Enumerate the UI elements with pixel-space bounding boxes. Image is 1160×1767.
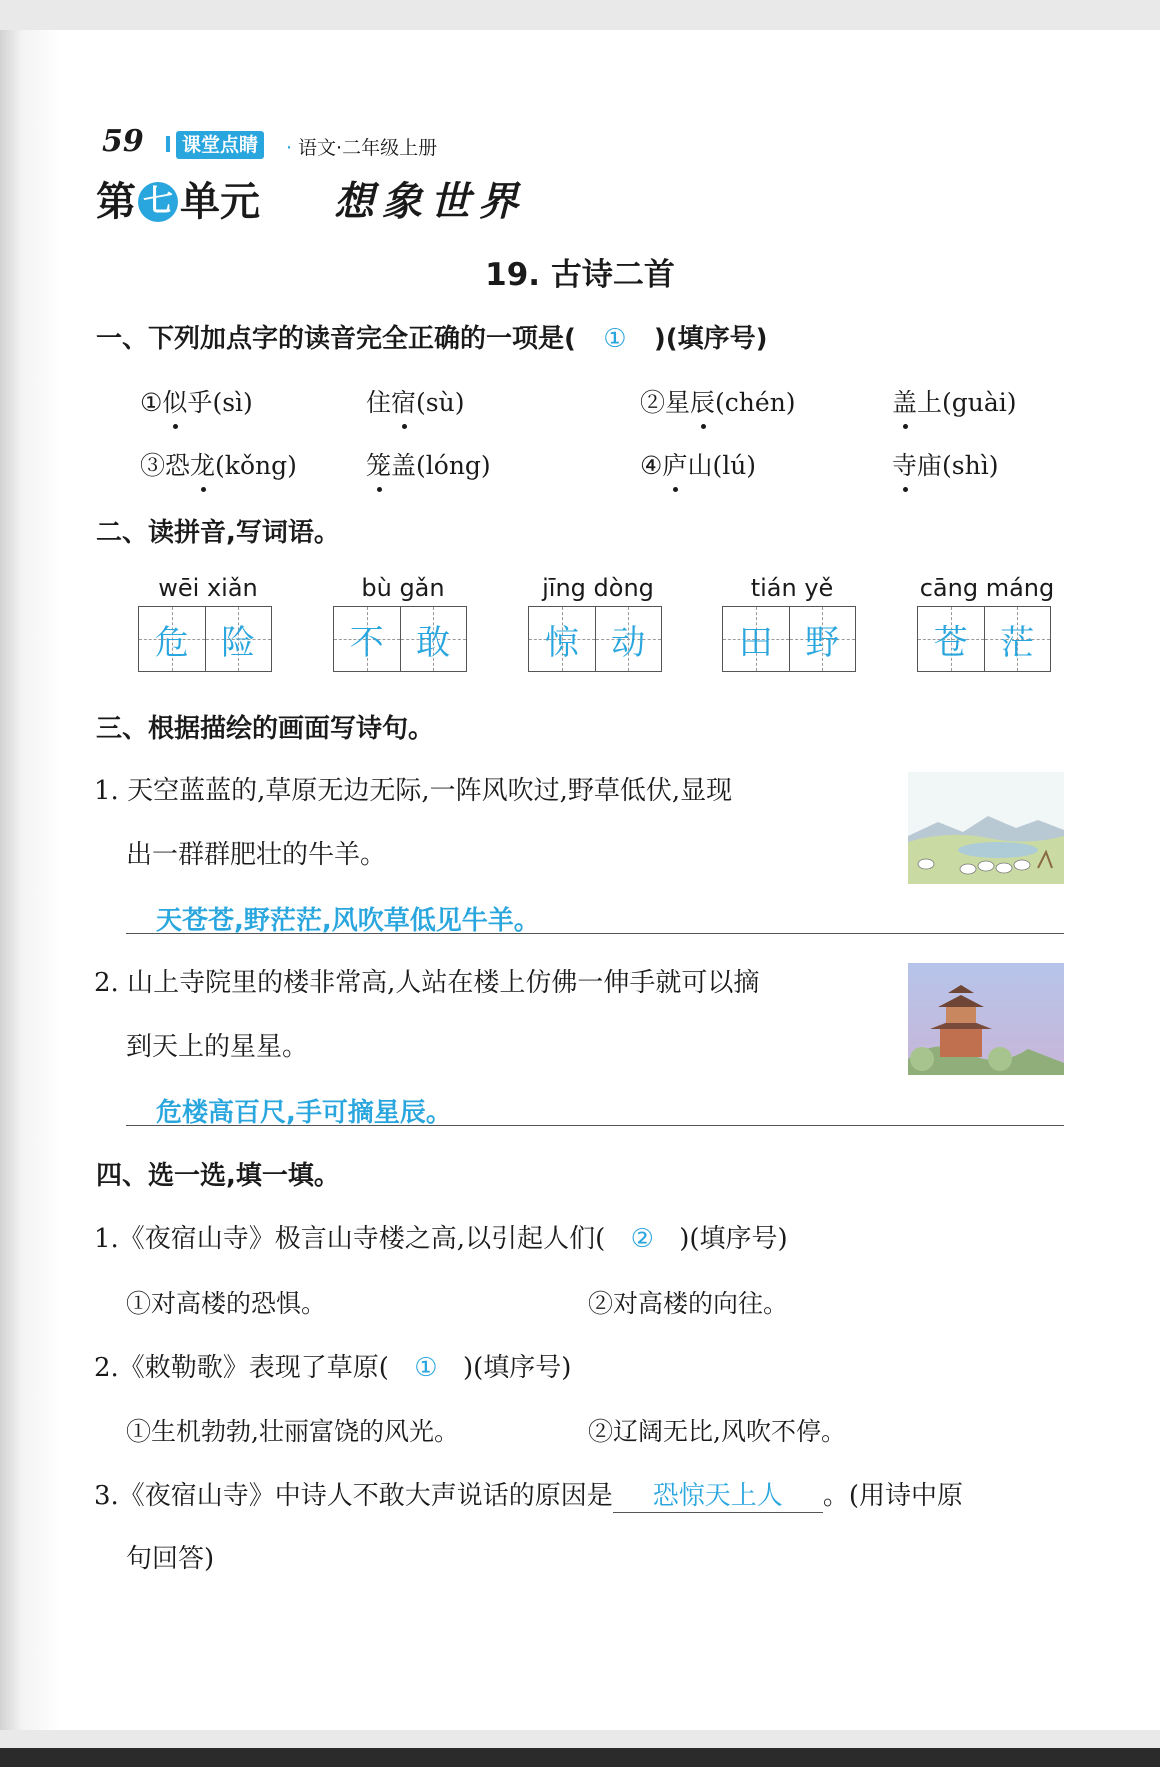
q4-item-1-option-2: ②对高楼的向往。 <box>588 1289 789 1318</box>
grassland-illustration <box>908 772 1064 884</box>
tianzige-grid: 田 野 <box>722 606 856 672</box>
q3-item-1-line1: 1. 天空蓝蓝的,草原无边无际,一阵风吹过,野草低伏,显现 <box>94 776 733 806</box>
pinyin-label: jīng dòng <box>542 574 654 602</box>
q4-item-2-option-2: ②辽阔无比,风吹不停。 <box>588 1417 846 1446</box>
pinyin-label: wēi xiǎn <box>158 574 258 602</box>
tianzige-grid: 苍 茫 <box>917 606 1051 672</box>
tianzige-grid: 惊 动 <box>528 606 662 672</box>
unit-suffix: 单元 <box>180 179 260 225</box>
pinyin-label: cāng máng <box>919 574 1055 602</box>
pinyin-label: bù gǎn <box>361 574 445 602</box>
q1-heading-tail: )(填序号) <box>653 324 768 354</box>
unit-number-badge: 七 <box>138 182 178 222</box>
book-title: 语文·二年级上册 <box>298 137 438 159</box>
word-box <box>917 574 1057 672</box>
q3-item-2-answer: 危楼高百尺,手可摘星辰。 <box>156 1098 452 1128</box>
tianzige-grid: 不 敢 <box>333 606 467 672</box>
unit-title <box>96 170 260 227</box>
page-number: 59 <box>102 124 144 159</box>
q1-option: 笼盖(lóng) <box>366 446 491 482</box>
q1-heading <box>96 318 768 355</box>
unit-theme: 想象世界 <box>334 178 526 225</box>
header-divider <box>166 136 170 152</box>
q1-answer: ① <box>603 324 627 354</box>
q4-item-3-line2: 句回答) <box>126 1544 215 1574</box>
q1-option: ①似乎(sì) <box>140 383 253 419</box>
q4-heading: 四、选一选,填一填。 <box>96 1161 340 1191</box>
unit-prefix: 第 <box>96 179 136 225</box>
tianzige-grid: 危 险 <box>138 606 272 672</box>
q1-option: 住宿(sù) <box>366 383 464 419</box>
q3-item-1-line2: 出一群群肥壮的牛羊。 <box>126 840 387 870</box>
word-box <box>333 574 473 672</box>
q1-option: ④庐山(lú) <box>640 446 756 482</box>
q4-item-2-option-1: ①生机勃勃,壮丽富饶的风光。 <box>126 1417 459 1446</box>
q1-option: 盖上(guài) <box>892 383 1017 419</box>
q3-item-2-line2: 到天上的星星。 <box>126 1032 309 1062</box>
pinyin-label: tián yě <box>750 574 834 602</box>
q4-item-2: 2.《敕勒歌》表现了草原( ① )(填序号) <box>94 1353 572 1383</box>
word-box <box>138 574 278 672</box>
bottom-edge <box>0 1748 1160 1767</box>
q1-option: ②星辰(chén) <box>640 383 796 419</box>
q4-item-1-answer: ② <box>630 1224 654 1254</box>
word-box <box>528 574 668 672</box>
brand-badge: 课堂点睛 <box>176 131 264 159</box>
q3-item-2-line1: 2. 山上寺院里的楼非常高,人站在楼上仿佛一伸手就可以摘 <box>94 968 760 998</box>
q1-heading-text: 一、下列加点字的读音完全正确的一项是( <box>96 324 576 354</box>
book-info <box>286 133 437 160</box>
q2-heading: 二、读拼音,写词语。 <box>96 518 340 548</box>
q4-item-1-option-1: ①对高楼的恐惧。 <box>126 1289 327 1318</box>
q1-option: 寺庙(shì) <box>892 446 998 482</box>
bullet-dot: · <box>286 137 293 159</box>
word-box <box>722 574 862 672</box>
q3-heading: 三、根据描绘的画面写诗句。 <box>96 714 435 744</box>
lesson-title: 19. 古诗二首 <box>485 257 675 293</box>
temple-illustration <box>908 963 1064 1075</box>
q4-item-3: 3.《夜宿山寺》中诗人不敢大声说话的原因是 恐惊天上人 。(用诗中原 <box>94 1475 963 1513</box>
q4-item-2-answer: ① <box>414 1353 438 1383</box>
q1-option: ③恐龙(kǒng) <box>140 446 297 482</box>
q4-item-1: 1.《夜宿山寺》极言山寺楼之高,以引起人们( ② )(填序号) <box>94 1224 788 1254</box>
q4-item-3-answer: 恐惊天上人 <box>613 1475 823 1513</box>
q3-item-1-answer: 天苍苍,野茫茫,风吹草低见牛羊。 <box>156 906 540 936</box>
